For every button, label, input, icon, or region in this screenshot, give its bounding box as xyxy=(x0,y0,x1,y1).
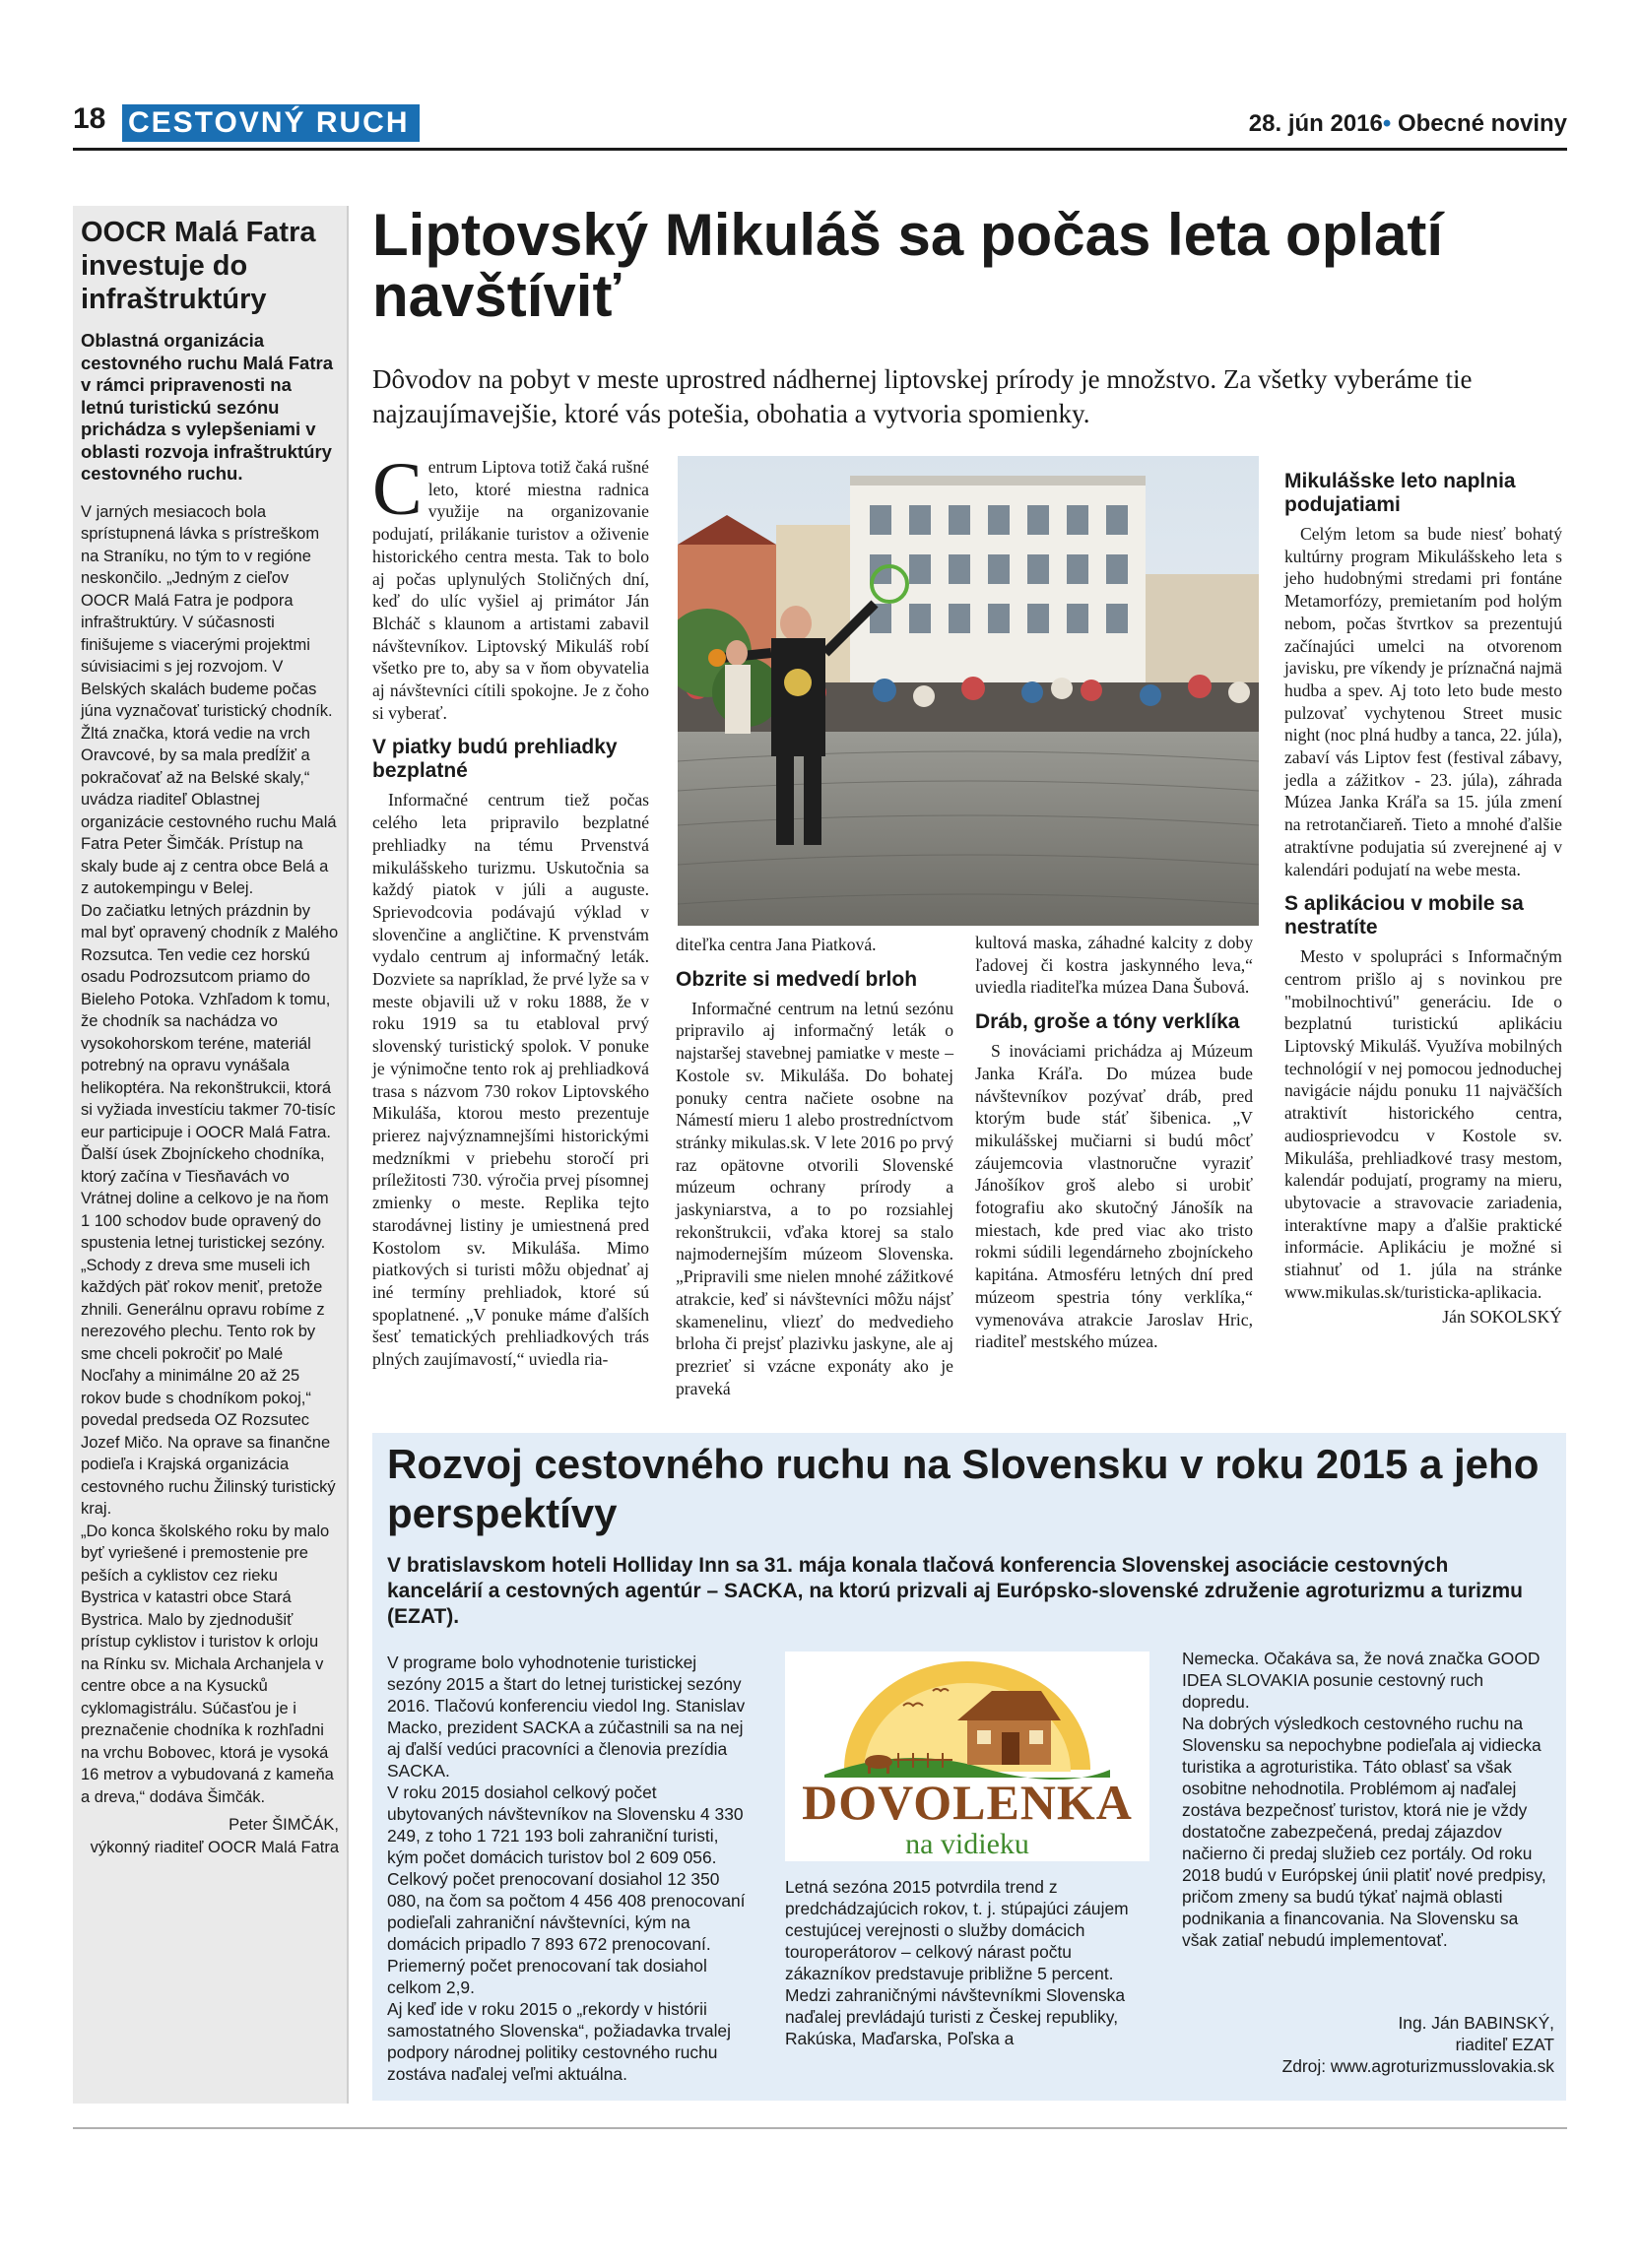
article-photo xyxy=(678,456,1259,926)
subhead-drab: Dráb, groše a tóny verklíka xyxy=(975,1010,1240,1034)
paragraph-tours: Informačné centrum tiež počas celého leta pripravilo bezplatné prehliadky na tému Prvenstvá mikulášskeho turizmu. Uskutočnia sa každý piatok v júli a auguste. Sprievodcovia podávajú výklad v slovenčine a angličtine. K prvenstvám vydalo centrum aj informačný leták. Dozviete sa napríklad, že prvé lyže sa v meste objavili už v roku 1888, že v roku 1919 sa tu etabloval prvý slovenský turistický spolok. V ponuke je výnimočne tento rok aj prehliadková trasa s názvom 730 rokov Liptovského Mikuláša, ktorou mesto prezentuje prierez najvýznamnejšími historickými medzníkmi v priebehu storočí pri príležitosti 730. výročia prvej písomnej zmienky o meste. Replika tejto starodávnej listiny je umiestnená pred Kostolom sv. Mikuláša. Mimo piatkových si turisti môžu objednať aj iné termíny prehliadok, ktoré sú spoplatnené. „V ponuke máme ďalších šesť tematických prehliadkových trás plných zaujímavostí,“ uviedla ria- xyxy=(372,790,649,1370)
intro-text: entrum Liptova totiž čaká rušné leto, ktoré miestna radnica využije na organizovanie podujatí, prilákanie turistov a oživenie historického centra mesta. Tak to bolo aj počas uplynulých Stoličných dní, keď do ulíc vyšiel aj primátor Ján Blcháč s klaunom a artistami zabavil návštevníkov. Liptovský Mikuláš robí všetko pre to, aby sa v ňom obyvatelia aj návštevníci cítili spokojne. Je z čoho si vyberať. xyxy=(372,457,649,723)
article-column-1 xyxy=(372,448,649,1371)
bottom-paragraph: Letná sezóna 2015 potvrdila trend z predchádzajúcich rokov, t. j. stúpajúci záujem cestujúcej verejnosti o služby domácich touroperátorov – celkový nárast počtu zákazníkov predstavuje približne 5 percent. Medzi zahraničnými návštevníkmi Slovenska naďalej prevládajú turisti z Českej republiky, Rakúska, Maďarska, Poľska a xyxy=(785,1877,1129,2048)
bottom-paragraph: Na dobrých výsledkoch cestovného ruchu na Slovensku sa nepochybne podieľala aj vidiecka turistika a agroturistika. Táto oblasť sa však osobitne nehodnotila. Problémom aj naďalej zostáva bezpečnosť turistov, ktorá nie je vždy dostatočne zabezpečená, predaj zájazdov načierno či predaj služieb cez portály. Od roku 2018 budú v Európskej únii platiť nové predpisy, pričom zmeny sa budú týkať najmä oblasti podnikania a financovania. Na Slovensku sa však zatiaľ nebudú implementovať. xyxy=(1182,1714,1546,1950)
bottom-signature-role: riaditeľ EZAT xyxy=(1455,2035,1554,2054)
bottom-signature xyxy=(1182,2012,1554,2077)
sidebar-paragraph: V jarných mesiacoch bola sprístupnená lávka s prístreškom na Straníku, no tým to v regióne neskončilo. „Jedným z cieľov OOCR Malá Fatra je podpora infraštruktúry. V súčasnosti finišujeme s viacerými projektmi súvisiacimi s jej rozvojom. V Belských skalách budeme počas júna vyznačovať turistický chodník. Žltá značka, ktorá vedie na vrch Oravcové, by sa mala predĺžiť a pokračovať až na Belské skaly,“ uvádza riaditeľ Oblastnej organizácie cestovného ruchu Malá Fatra Peter Šimčák. Prístup na skaly bude aj z centra obce Belá a z autokempingu v Belej. xyxy=(81,502,337,897)
section-label: CESTOVNÝ RUCH xyxy=(122,104,420,142)
article-column-2 xyxy=(676,934,953,1399)
separator-dot: • xyxy=(1382,110,1392,137)
publication-name: Obecné noviny xyxy=(1397,110,1567,137)
bottom-source: Zdroj: www.agroturizmusslovakia.sk xyxy=(1281,2056,1554,2076)
subhead-bear-den: Obzrite si medvedí brloh xyxy=(676,967,918,991)
sidebar-body xyxy=(81,501,339,1809)
bottom-lead: V bratislavskom hoteli Holliday Inn sa 31. mája konala tlačová konferencia Slovenskej asociácie cestovných kancelárií a cestovných agentúr – SACKA, na ktorú prizvali aj Európsko-slovenské združenie agroturizmu a turizmu (EZAT). xyxy=(387,1554,1523,1628)
sidebar-paragraph: Ďalší úsek Zbojníckeho chodníka, ktorý začína v Tiesňavách vo Vrátnej doline a celkovo je na ňom 1 100 schodov bude opravený do spustenia letnej turistickej sezóny. „Schody z dreva sme museli ich každých päť rokov meniť, pretože zhnili. Generálnu opravu robíme z nerezového plechu. Tento rok by sme chceli pokročiť po Malé Nocľahy a minimálne 20 až 25 rokov bude s chodníkom pokoj,“ povedal predseda OZ Rozsutec Jozef Mičo. Na oprave sa finančne podieľa i Krajská organizácia cestovného ruchu Žilinský turistický kraj. xyxy=(81,1145,336,1518)
photo-crowd-square-icon xyxy=(678,456,1259,926)
sidebar-lead: Oblastná organizácia cestovného ruchu Malá Fatra v rámci pripravenosti na letnú turistickú sezónu prichádza s vylepšeniami v oblasti rozvoja infraštruktúry cestovného ruchu. xyxy=(81,330,333,484)
bottom-column-2 xyxy=(785,1876,1149,2049)
sidebar-title: OOCR Malá Fatra investuje do infraštruktúry xyxy=(81,217,316,315)
paragraph-museum: Informačné centrum na letnú sezónu pripravilo aj informačný leták o najstaršej stavebnej pamiatke v meste – Kostole sv. Mikuláša. Do bohatej ponuky centra načiete osobne na Námestí mieru 1 alebo prostredníctvom stránky mikulas.sk. V lete 2016 po prvý raz opätovne otvorili Slovenské múzeum ochrany prírody a jaskyniarstva, a to po rozsiahlej rekonštrukcii, vďaka ktorej sa stalo najmodernejším múzeom Slovenska. „Pripravili sme nielen mnohé zážitkové atrakcie, keď si návštevníci môžu nájsť skamenelinu, vliezť do medvedieho brloha či prejsť plazivku jaskyne, ale aj prezrieť si vzácne exponáty ako je praveká xyxy=(676,998,953,1398)
sidebar xyxy=(73,206,349,2104)
paragraph-continued: kultová maska, záhadné kalcity z doby ľadovej či kostra jaskynného leva,“ uviedla riaditeľka múzea Dana Šubová. xyxy=(975,933,1253,998)
bottom-paragraph: V programe bolo vyhodnotenie turistickej sezóny 2015 a štart do letnej turistickej sezóny 2016. Tlačovú konferenciu viedol Ing. Stanislav Macko, prezident SACKA a zúčastnili sa na nej aj ďalší vedúci pracovníci a členovia prezídia SACKA. xyxy=(387,1652,746,1781)
sidebar-paragraph: Do začiatku letných prázdnin by mal byť opravený chodník z Malého Rozsutca. Ten vedie cez horskú osadu Podrozsutcom priamo do Bieleho Potoka. Vzhľadom k tomu, že chodník sa nachádza vo vysokohorskom teréne, materiál potrebný na opravu vynášala helikoptéra. Na rekonštrukcii, ktorá si vyžiada investíciu takmer 70-tisíc eur participuje i OOCR Malá Fatra. xyxy=(81,901,339,1141)
bottom-paragraph: V roku 2015 dosiahol celkový počet ubytovaných návštevníkov na Slovensku 4 330 249, z toho 1 721 193 boli zahraniční turisti, kým počet domácich turistov bol 2 609 056. Celkový počet prenocovaní dosiahol 12 350 080, na čom sa počtom 4 456 408 prenocovaní podieľali zahraniční návštevníci, kým na domácich pripadlo 7 893 672 prenocovaní. Priemerný počet prenocovaní tak dosiahol celkom 2,9. xyxy=(387,1782,746,1997)
ad-subtitle: na vidieku xyxy=(905,1828,1029,1860)
header-rule xyxy=(73,148,1567,151)
sidebar-signature xyxy=(81,1814,339,1858)
paragraph-continued: diteľka centra Jana Piatková. xyxy=(676,935,877,954)
author-byline: Ján SOKOLSKÝ xyxy=(1442,1306,1562,1327)
subhead-summer: Mikulášske leto naplnia podujatiami xyxy=(1284,470,1516,516)
bottom-headline: Rozvoj cestovného ruchu na Slovensku v roku 2015 a jeho perspektívy xyxy=(387,1441,1540,1536)
footer-rule xyxy=(73,2127,1567,2129)
sidebar-paragraph: „Do konca školského roku by malo byť vyriešené i premostenie pre peších a cyklistov cez rieku Bystrica v katastri obce Stará Bystrica. Malo by zjednodušiť prístup cyklistov i turistov k orloju na Rínku sv. Michala Archanjela v centre obce a na Kysucků cyklomagistrálu. Súčasťou je i preznačenie chodníka k rozhľadni na vrchu Bobovec, ktorá je vysoká 16 metrov a vybudovaná z kameňa a dreva,“ dodáva Šimčák. xyxy=(81,1522,334,1806)
article-column-3 xyxy=(975,932,1253,1353)
issue-date: 28. jún 2016 xyxy=(1248,110,1383,137)
article-column-4 xyxy=(1284,470,1562,1328)
issue-info xyxy=(1249,110,1567,138)
bottom-column-3 xyxy=(1182,1648,1554,1951)
main-headline: Liptovský Mikuláš sa počas leta oplatí navštíviť xyxy=(372,202,1444,329)
farm-house-logo-icon xyxy=(785,1652,1149,1861)
subhead-free-tours: V piatky budú prehliadky bezplatné xyxy=(372,736,618,783)
paragraph-app: Mesto v spolupráci s Informačným centrom prišlo aj s novinkou pre "mobilnochtivú" generáciu. Ide o bezplatnú turistickú aplikáciu Liptovský Mikuláš. Využíva mobilných technológií v nej pomocou jednoduchej navigácie nájdu ponuku 11 najväčších atraktivít historického centra, audiosprievodcu v Kostole sv. Mikuláša, prehliadkové trasy mestom, kalendár podujatí, programy na mieru, ubytovacie a stravovacie zariadenia, interaktívne mapy a ďalšie praktické informácie. Aplikáciu je možné si stiahnuť od 1. júla na stránke www.mikulas.sk/turisticka-aplikacia. xyxy=(1284,946,1562,1302)
bottom-column-1 xyxy=(387,1652,754,2085)
bottom-signature-name: Ing. Ján BABINSKÝ, xyxy=(1398,2013,1554,2033)
ad-dovolenka xyxy=(785,1652,1149,1861)
main-lead: Dôvodov na pobyt v meste uprostred nádhernej liptovskej prírody je množstvo. Za všetky vyberáme tie najzaujímavejšie, ktoré vás potešia, obohatia a vytvoria spomienky. xyxy=(372,364,1473,428)
bottom-paragraph: Aj keď ide v roku 2015 o „rekordy v histórii samostatného Slovenska“, požiadavka trvalej podpory národnej politiky cestovného ruchu zostáva naďalej veľmi aktuálna. xyxy=(387,1999,731,2084)
ad-title: DOVOLENKA xyxy=(802,1775,1133,1830)
page-number: 18 xyxy=(73,102,106,135)
subhead-app: S aplikáciou v mobile sa nestratíte xyxy=(1284,892,1524,940)
paragraph-summer: Celým letom sa bude niesť bohatý kultúrny program Mikulášskeho leta s jeho hudobnými stredami pri fontáne Metamorfózy, premietaním pod holým nebom, počas štvrtkov sa prezentujú začínajúci umelci na otvorenom javisku, pre víkendy je príznačná najmä hudba a spev. Aj toto leto bude mesto pulzovať vychytenou Street music night (noc plná hudby a tanca, 22. júla), zabaví vás Liptov fest (festival zábavy, jedla a zážitkov - 23. júla), záhrada Múzea Janka Kráľa sa 15. júla zmení na retrotančiareň. Tieto a mnohé ďalšie atraktívne podujatia sú zverejnené aj v kalendári podujatí na webe mesta. xyxy=(1284,524,1562,879)
sidebar-signature-name: Peter ŠIMČÁK, xyxy=(229,1816,339,1834)
bottom-paragraph: Nemecka. Očakáva sa, že nová značka GOOD IDEA SLOVAKIA posunie cestovný ruch dopredu. xyxy=(1182,1649,1541,1712)
drop-cap: C xyxy=(372,448,423,531)
paragraph-janko-kral: S inováciami prichádza aj Múzeum Janka Kráľa. Do múzea bude návštevníkov pozývať dráb, pred ktorým bude stáť šibenica. „V mikulášskej mučiarni si budú môcť záujemcovia vlastnoručne vyraziť Jánošíkov groš alebo si urobiť fotografiu ako skutočný Jánošík na miestach, kde pred viac ako tristo rokmi súdili legendárneho zbojníckeho kapitána. Atmosféru letných dní pred múzeom spestria tóny verklíka,“ vymenováva atrakcie Jaroslav Hric, riaditeľ mestského múzea. xyxy=(975,1041,1253,1352)
sidebar-signature-role: výkonný riaditeľ OOCR Malá Fatra xyxy=(90,1838,339,1856)
